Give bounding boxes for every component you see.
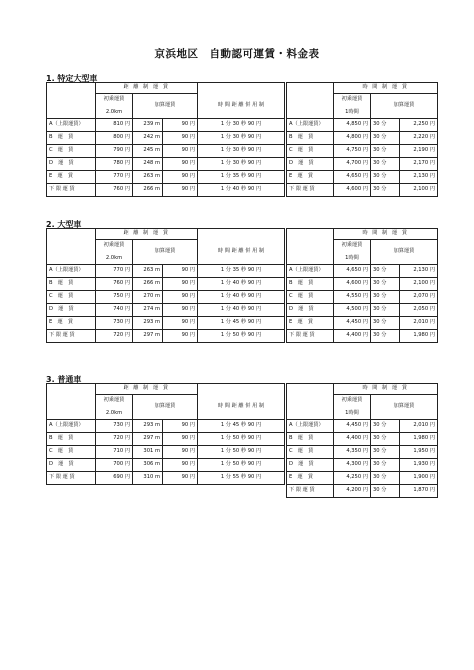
base-fare-label: 初乗運賃 [103,396,125,403]
add-distance: 297 m [133,433,163,446]
combined-rate: 1 分 35 秒 90 円 [198,265,285,278]
fare-class: A（上限運賃） [287,420,334,433]
add-time: 30 分 [371,330,400,343]
base-fare: 720 円 [96,433,133,446]
add-time: 30 分 [371,132,400,145]
fare-class: C 運 賃 [47,446,96,459]
time-add-fare: 1,980 円 [400,433,438,446]
add-time: 30 分 [371,291,400,304]
base-fare-header [96,395,133,420]
table-row [47,278,285,291]
add-time: 30 分 [371,459,400,472]
time-fare-table [286,383,438,498]
distance-fare-table [46,228,285,343]
time-add-fare: 2,100 円 [400,184,438,197]
add-time: 30 分 [371,158,400,171]
add-distance: 266 m [133,278,163,291]
add-fare-header: 加算運賃 [133,240,198,265]
base-fare-header [96,94,133,119]
cell [47,83,96,94]
time-header: 時 間 制 運 賃 [334,384,438,395]
add-fare: 90 円 [163,132,198,145]
add-time: 30 分 [371,265,400,278]
combined-rate: 1 分 35 秒 90 円 [198,171,285,184]
time-base-fare: 4,650 円 [334,171,371,184]
add-distance: 301 m [133,446,163,459]
time-base-header [334,94,371,119]
add-time: 30 分 [371,317,400,330]
time-base-header [334,395,371,420]
base-fare: 800 円 [96,132,133,145]
fare-class: 下 限 運 賃 [287,485,334,498]
time-base-fare: 4,750 円 [334,145,371,158]
time-add-fare: 2,130 円 [400,171,438,184]
fare-class: 下 限 運 賃 [47,184,96,197]
add-fare: 90 円 [163,158,198,171]
section-heading: 2. 大型車 [46,220,82,229]
time-base-fare: 4,800 円 [334,132,371,145]
time-base-fare: 4,600 円 [334,184,371,197]
fare-class: E 運 賃 [47,171,96,184]
fare-class: D 運 賃 [47,459,96,472]
time-add-fare: 2,070 円 [400,291,438,304]
table-row [287,459,438,472]
time-add-fare: 2,220 円 [400,132,438,145]
base-dist-label: 2.0km [105,109,123,115]
cell [47,384,96,395]
combined-rate: 1 分 45 秒 90 円 [198,317,285,330]
time-add-fare: 2,010 円 [400,420,438,433]
time-base-label: 初乗運賃 [341,241,363,248]
table-row [47,145,285,158]
fare-class: B 運 賃 [47,433,96,446]
time-base-duration: 1時間 [345,109,359,115]
add-time: 30 分 [371,119,400,132]
add-fare: 90 円 [163,420,198,433]
cell [47,240,96,265]
add-fare: 90 円 [163,265,198,278]
fare-class: 下 限 運 賃 [287,330,334,343]
table-row [287,485,438,498]
fare-class: C 運 賃 [47,291,96,304]
table-row [287,472,438,485]
time-add-fare: 1,870 円 [400,485,438,498]
time-add-fare: 1,900 円 [400,472,438,485]
distance-fare-table [46,383,285,485]
table-row [287,317,438,330]
add-distance: 245 m [133,145,163,158]
fare-class: B 運 賃 [287,278,334,291]
table-row [47,304,285,317]
base-fare: 750 円 [96,291,133,304]
add-fare: 90 円 [163,472,198,485]
add-distance: 310 m [133,472,163,485]
fare-class: B 運 賃 [47,278,96,291]
fare-class: A（上限運賃） [287,265,334,278]
add-fare: 90 円 [163,171,198,184]
dist-header: 距 離 制 運 賃 [96,229,198,240]
add-fare: 90 円 [163,184,198,197]
add-distance: 266 m [133,184,163,197]
add-time: 30 分 [371,171,400,184]
add-fare: 90 円 [163,278,198,291]
fare-class: B 運 賃 [47,132,96,145]
fare-class: D 運 賃 [47,158,96,171]
time-base-fare: 4,450 円 [334,317,371,330]
time-add-fare: 1,930 円 [400,459,438,472]
table-row [287,304,438,317]
time-base-fare: 4,600 円 [334,278,371,291]
base-fare-label: 初乗運賃 [103,241,125,248]
table-row [287,278,438,291]
combined-rate: 1 分 55 秒 90 円 [198,472,285,485]
fare-class: C 運 賃 [47,145,96,158]
add-distance: 297 m [133,330,163,343]
time-base-fare: 4,850 円 [334,119,371,132]
add-time: 30 分 [371,304,400,317]
base-fare: 720 円 [96,330,133,343]
fare-class: A（上限運賃） [47,420,96,433]
table-row [47,132,285,145]
time-add-header: 加算運賃 [371,94,438,119]
time-add-fare: 2,170 円 [400,158,438,171]
add-distance: 263 m [133,265,163,278]
combined-header: 時 間 距 離 併 用 制 [198,94,285,119]
section-heading: 1. 特定大型車 [46,74,98,83]
cell [198,229,285,240]
dist-header: 距 離 制 運 賃 [96,384,198,395]
time-base-fare: 4,500 円 [334,304,371,317]
time-base-header [334,240,371,265]
cell [47,94,96,119]
base-fare: 780 円 [96,158,133,171]
fare-class: B 運 賃 [287,433,334,446]
time-fare-table [286,82,438,197]
base-fare: 770 円 [96,265,133,278]
base-fare: 730 円 [96,420,133,433]
base-fare: 700 円 [96,459,133,472]
table-row [47,446,285,459]
fare-class: C 運 賃 [287,446,334,459]
add-time: 30 分 [371,433,400,446]
add-distance: 263 m [133,171,163,184]
base-fare: 690 円 [96,472,133,485]
combined-header: 時 間 距 離 併 用 制 [198,395,285,420]
cell [287,229,334,240]
fare-class: C 運 賃 [287,291,334,304]
add-time: 30 分 [371,485,400,498]
time-base-fare: 4,300 円 [334,459,371,472]
time-add-header: 加算運賃 [371,240,438,265]
page-title: 京浜地区 自動認可運賃・料金表 [154,48,320,60]
table-row [47,420,285,433]
add-time: 30 分 [371,145,400,158]
fare-class: A（上限運賃） [47,119,96,132]
base-fare: 730 円 [96,317,133,330]
base-fare-label: 初乗運賃 [103,95,125,102]
time-base-duration: 1時間 [345,410,359,416]
table-row [287,145,438,158]
fare-class: E 運 賃 [47,317,96,330]
fare-class: A（上限運賃） [287,119,334,132]
time-base-fare: 4,250 円 [334,472,371,485]
combined-rate: 1 分 50 秒 90 円 [198,459,285,472]
add-fare: 90 円 [163,330,198,343]
add-distance: 274 m [133,304,163,317]
fare-class: A（上限運賃） [47,265,96,278]
add-time: 30 分 [371,278,400,291]
table-row [47,459,285,472]
fare-class: B 運 賃 [287,132,334,145]
add-distance: 293 m [133,420,163,433]
combined-rate: 1 分 40 秒 90 円 [198,291,285,304]
time-base-fare: 4,650 円 [334,265,371,278]
table-row [287,158,438,171]
time-add-fare: 1,980 円 [400,330,438,343]
time-base-fare: 4,450 円 [334,420,371,433]
fare-class: D 運 賃 [287,459,334,472]
time-base-fare: 4,700 円 [334,158,371,171]
table-row [47,433,285,446]
fare-class: C 運 賃 [287,145,334,158]
time-header: 時 間 制 運 賃 [334,83,438,94]
combined-rate: 1 分 30 秒 90 円 [198,145,285,158]
cell [287,94,334,119]
fare-class: E 運 賃 [287,472,334,485]
combined-rate: 1 分 45 秒 90 円 [198,420,285,433]
add-fare-header: 加算運賃 [133,94,198,119]
table-row [47,184,285,197]
add-time: 30 分 [371,446,400,459]
time-fare-table [286,228,438,343]
add-fare: 90 円 [163,291,198,304]
add-distance: 270 m [133,291,163,304]
time-add-fare: 1,950 円 [400,446,438,459]
time-base-duration: 1時間 [345,255,359,261]
base-fare: 760 円 [96,278,133,291]
table-row [287,265,438,278]
add-distance: 293 m [133,317,163,330]
time-add-fare: 2,100 円 [400,278,438,291]
combined-rate: 1 分 30 秒 90 円 [198,158,285,171]
time-base-fare: 4,350 円 [334,446,371,459]
add-fare: 90 円 [163,433,198,446]
fare-class: 下 限 運 賃 [287,184,334,197]
section-heading: 3. 普通車 [46,375,82,384]
time-add-header: 加算運賃 [371,395,438,420]
time-add-fare: 2,250 円 [400,119,438,132]
table-row [287,420,438,433]
fare-class: 下 限 運 賃 [47,330,96,343]
combined-rate: 1 分 40 秒 90 円 [198,184,285,197]
combined-rate: 1 分 30 秒 90 円 [198,132,285,145]
base-fare: 760 円 [96,184,133,197]
add-fare-header: 加算運賃 [133,395,198,420]
fare-class: E 運 賃 [287,171,334,184]
combined-rate: 1 分 50 秒 90 円 [198,330,285,343]
table-row [47,317,285,330]
combined-rate: 1 分 40 秒 90 円 [198,304,285,317]
cell [287,240,334,265]
add-fare: 90 円 [163,446,198,459]
table-row [287,433,438,446]
table-row [47,158,285,171]
cell [287,384,334,395]
time-add-fare: 2,050 円 [400,304,438,317]
table-row [287,119,438,132]
fare-class: E 運 賃 [287,317,334,330]
base-fare: 810 円 [96,119,133,132]
add-time: 30 分 [371,184,400,197]
table-row [287,330,438,343]
time-add-fare: 2,010 円 [400,317,438,330]
table-row [47,291,285,304]
add-fare: 90 円 [163,304,198,317]
fare-class: 下 限 運 賃 [47,472,96,485]
base-fare: 740 円 [96,304,133,317]
fare-class: D 運 賃 [287,304,334,317]
table-row [287,132,438,145]
cell [198,384,285,395]
base-fare: 710 円 [96,446,133,459]
cell [47,395,96,420]
add-distance: 242 m [133,132,163,145]
distance-fare-table [46,82,285,197]
add-time: 30 分 [371,472,400,485]
table-row [287,446,438,459]
add-distance: 239 m [133,119,163,132]
table-row [47,171,285,184]
table-row [47,472,285,485]
table-row [287,184,438,197]
add-fare: 90 円 [163,145,198,158]
combined-header: 時 間 距 離 併 用 制 [198,240,285,265]
table-row [47,330,285,343]
time-base-label: 初乗運賃 [341,95,363,102]
table-row [47,265,285,278]
time-add-fare: 2,130 円 [400,265,438,278]
table-row [287,171,438,184]
time-header: 時 間 制 運 賃 [334,229,438,240]
add-fare: 90 円 [163,119,198,132]
add-distance: 306 m [133,459,163,472]
add-time: 30 分 [371,420,400,433]
base-dist-label: 2.0km [105,255,123,261]
time-base-fare: 4,550 円 [334,291,371,304]
fare-class: D 運 賃 [287,158,334,171]
combined-rate: 1 分 40 秒 90 円 [198,278,285,291]
table-row [47,119,285,132]
cell [287,395,334,420]
base-dist-label: 2.0km [105,410,123,416]
base-fare: 770 円 [96,171,133,184]
combined-rate: 1 分 50 秒 90 円 [198,446,285,459]
dist-header: 距 離 制 運 賃 [96,83,198,94]
cell [47,229,96,240]
add-distance: 248 m [133,158,163,171]
time-base-fare: 4,400 円 [334,330,371,343]
fare-class: D 運 賃 [47,304,96,317]
time-base-fare: 4,200 円 [334,485,371,498]
combined-rate: 1 分 30 秒 90 円 [198,119,285,132]
combined-rate: 1 分 50 秒 90 円 [198,433,285,446]
add-fare: 90 円 [163,459,198,472]
table-row [287,291,438,304]
time-base-fare: 4,400 円 [334,433,371,446]
time-base-label: 初乗運賃 [341,396,363,403]
time-add-fare: 2,190 円 [400,145,438,158]
cell [287,83,334,94]
add-fare: 90 円 [163,317,198,330]
cell [198,83,285,94]
base-fare: 790 円 [96,145,133,158]
base-fare-header [96,240,133,265]
